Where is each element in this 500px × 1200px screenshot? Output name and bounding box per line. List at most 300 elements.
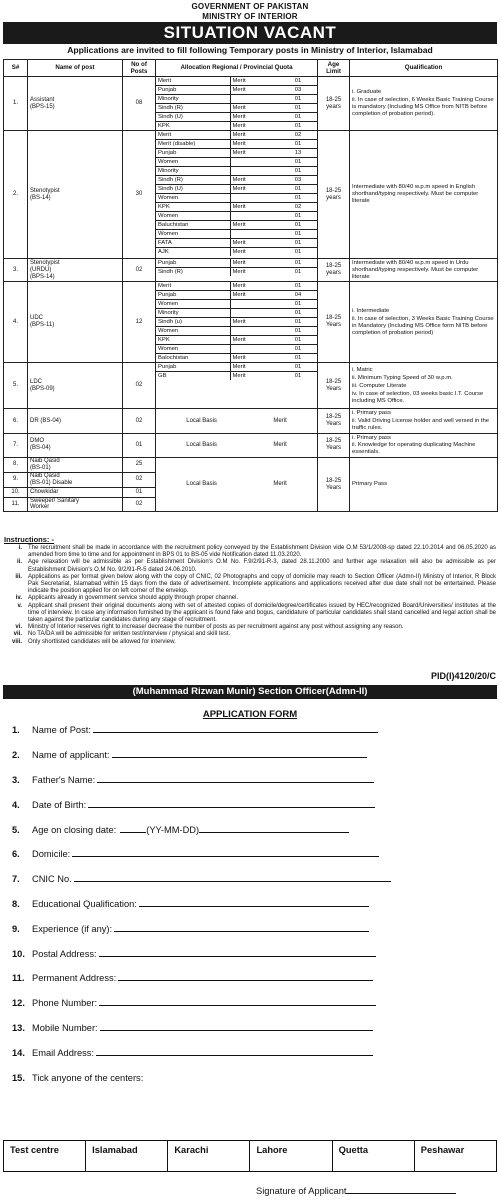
post-line: DMO: [30, 438, 44, 445]
form-field: [12, 1019, 490, 1033]
allocation-row: [156, 212, 318, 221]
post-line: (BS-04): [30, 445, 51, 452]
instructions-list: [4, 545, 496, 646]
allocation-row: [156, 268, 318, 277]
post-line: DR (BS-04): [30, 417, 62, 424]
allocation-region: Punjab: [156, 149, 230, 158]
allocation-count: 03: [278, 86, 318, 95]
row-allocation: [156, 458, 318, 512]
row-count: 08: [123, 77, 156, 131]
row-sno: 5.: [4, 363, 28, 409]
allocation-row: [156, 86, 318, 95]
allocation-row: [156, 77, 318, 86]
field-input-line[interactable]: [139, 906, 369, 907]
row-age: 18-25 years: [318, 131, 350, 259]
allocation-row: [156, 282, 318, 291]
field-number: 12.: [12, 998, 25, 1008]
field-label: Mobile Number:: [32, 1023, 98, 1033]
allocation-count: 13: [278, 149, 318, 158]
allocation-region: Sindh (R): [156, 104, 230, 113]
instruction-text: Applications as per format given below along with the copy of CNIC, 02 Photographs and copy of domicile may reach to Section Officer (Admn-II) Ministry of Interior, R Block Pak Secretariat, Islamabad within 15 days from the date of advertisement. Incomplete applications and applications received after due date shall not be entertained. Please indicate the position applied for on left corner of the envelop.: [28, 573, 496, 595]
test-centres-table: [3, 1140, 497, 1172]
instruction-number: iv.: [15, 595, 22, 602]
allocation-region: Women: [156, 345, 230, 354]
allocation-region: Sindh (U): [156, 185, 230, 194]
field-input-line[interactable]: [72, 856, 379, 857]
allocation-row: [156, 363, 318, 372]
field-input-line[interactable]: [97, 782, 374, 783]
allocation-count: 01: [278, 95, 318, 104]
field-number: 9.: [12, 924, 20, 934]
allocation-row: [156, 104, 318, 113]
field-number: 6.: [12, 849, 20, 859]
allocation-row: [156, 354, 318, 363]
centre-option[interactable]: Peshawar: [414, 1141, 496, 1172]
allocation-quota: [230, 309, 278, 318]
form-field: [12, 845, 490, 859]
allocation-quota: Merit: [230, 336, 278, 345]
allocation-quota: Merit: [230, 86, 278, 95]
table-row: [4, 131, 498, 259]
allocation-quota: Merit: [232, 354, 246, 361]
local-basis: Local Basis: [186, 417, 217, 424]
field-label: CNIC No.: [32, 874, 72, 884]
instruction-text: Applicant shall present their original documents along with set of attested copies of domicile/degree/certificates issued by HEC/recognized Board/Universities/ institutes at the time of interview. In case any information furnished by the applicant is found fake and bogus, candidature of particular candidates shall stand cancelled and legal action shall be taken against the particular candidates during any stage of recruitment.: [28, 602, 496, 624]
form-field: [12, 945, 490, 959]
post-line: (BPS-09): [30, 385, 55, 392]
allocation-row: [156, 336, 318, 345]
row-count: 25: [123, 458, 156, 473]
allocation-quota: Merit: [232, 372, 246, 379]
allocation-quota: Merit: [230, 259, 278, 268]
allocation-quota: [230, 230, 278, 239]
instruction-item: [4, 624, 496, 631]
field-input-line[interactable]: [96, 1055, 373, 1056]
field-label: Experience (if any):: [32, 924, 113, 934]
allocation-count: 01: [278, 113, 318, 122]
instruction-item: [4, 595, 496, 602]
post-line: Stenotypist: [30, 259, 60, 266]
table-row: [4, 77, 498, 131]
qualification-line: i. Matric: [352, 367, 373, 374]
field-hint: (YY-MM-DD): [146, 825, 200, 835]
allocation-row: [156, 345, 318, 354]
instruction-number: ii.: [16, 559, 22, 566]
row-count: 02: [123, 363, 156, 409]
allocation-quota: Merit: [230, 131, 278, 140]
field-number: 8.: [12, 899, 20, 909]
post-line: (BPS-11): [30, 322, 55, 329]
row-post: [28, 497, 123, 512]
field-number: 1.: [12, 725, 20, 735]
form-field: [12, 821, 490, 835]
allocation-quota: [230, 95, 278, 104]
allocation-quota: Merit: [230, 176, 278, 185]
situation-vacant-banner: SITUATION VACANT: [3, 22, 497, 44]
allocation-quota: [230, 212, 278, 221]
allocation-count: 01: [294, 248, 302, 255]
allocation-count: 01: [278, 318, 318, 327]
allocation-count: 01: [278, 309, 318, 318]
allocation-row: [156, 318, 318, 327]
instruction-number: i.: [18, 545, 22, 551]
row-sno: 7.: [4, 433, 28, 457]
row-sno: 8.: [4, 458, 28, 473]
instruction-text: Applicants already in government service should apply through proper channel.: [28, 595, 239, 602]
row-post: [28, 363, 123, 409]
local-merit: Merit: [273, 481, 287, 488]
local-basis: Local Basis: [186, 441, 217, 448]
col-count: No of Posts: [123, 60, 156, 77]
allocation-count: 01: [278, 336, 318, 345]
instruction-number: viii.: [11, 638, 22, 645]
field-label: Name of Post:: [32, 725, 91, 735]
form-field: [12, 1069, 490, 1083]
field-input-line[interactable]: [99, 956, 376, 957]
allocation-quota: Merit: [230, 77, 278, 86]
allocation-region: Women: [156, 230, 230, 239]
allocation-row: [156, 122, 318, 131]
allocation-region: Baluchistan: [156, 221, 230, 230]
qualification-line: iv. In case of selection, 03 weeks basic I.T. Course including MS Office.: [352, 390, 484, 404]
instruction-item: [4, 559, 496, 573]
centre-option[interactable]: Islamabad: [86, 1141, 168, 1172]
post-line: Assistant: [30, 96, 55, 103]
col-allocation: Allocation Regional / Provincial Quota: [156, 60, 318, 77]
form-field: [12, 1044, 490, 1058]
field-input-line[interactable]: [114, 931, 369, 932]
field-label: Father's Name:: [32, 775, 96, 785]
qualification-line: ii. Valid Driving License holder and well versed in the traffic rules.: [352, 418, 490, 431]
form-field: [12, 721, 490, 735]
allocation-region: Punjab: [156, 363, 230, 372]
allocation-count: 01: [278, 230, 318, 239]
allocation-region: Merit (disable): [156, 140, 230, 149]
local-merit: Merit: [273, 441, 287, 448]
allocation-quota: Merit: [232, 268, 246, 275]
allocation-count: 01: [278, 104, 318, 113]
allocation-count: 01: [278, 239, 318, 248]
allocation-row: [156, 309, 318, 318]
allocation-region: KPK: [156, 203, 230, 212]
local-basis: Local Basis: [186, 481, 217, 488]
instruction-item: [4, 574, 496, 596]
allocation-region: Women: [156, 194, 230, 203]
allocation-row: [156, 149, 318, 158]
allocation-count: 01: [278, 77, 318, 86]
instruction-item: [4, 603, 496, 625]
row-count: 30: [123, 131, 156, 259]
field-input-line[interactable]: [199, 832, 349, 833]
row-post: [28, 433, 123, 457]
allocation-count: 03: [278, 176, 318, 185]
row-allocation: [156, 77, 318, 131]
centre-option[interactable]: Lahore: [250, 1141, 332, 1172]
field-label: Age on closing date:: [32, 825, 117, 835]
allocation-count: 01: [278, 221, 318, 230]
instruction-text: Only shortlisted candidates will be allowed for interview.: [28, 638, 176, 645]
allocation-region: Punjab: [156, 86, 230, 95]
allocation-row: [156, 176, 318, 185]
field-input-line[interactable]: [118, 980, 373, 981]
field-label: Tick anyone of the centers:: [32, 1073, 144, 1083]
instruction-item: [4, 639, 496, 646]
post-line: UDC: [30, 315, 43, 322]
field-input-line[interactable]: [99, 1005, 376, 1006]
table-row: [4, 282, 498, 363]
allocation-row: [156, 185, 318, 194]
test-centre-label: Test centre: [4, 1141, 86, 1172]
allocation-row: [156, 239, 318, 248]
row-sno: 10.: [4, 487, 28, 497]
allocation-quota: [230, 158, 278, 167]
allocation-count: 01: [278, 212, 318, 221]
allocation-count: 02: [278, 131, 318, 140]
allocation-region: AJK: [156, 248, 230, 257]
row-qualification: [350, 131, 498, 259]
allocation-count: 01: [278, 259, 318, 268]
allocation-region: Punjab: [156, 259, 230, 268]
allocation-region: Sindh (R): [156, 176, 230, 185]
allocation-quota: Merit: [230, 363, 278, 372]
allocation-row: [156, 131, 318, 140]
post-line: Stenotypist: [30, 187, 60, 194]
field-number: 7.: [12, 874, 20, 884]
allocation-quota: Merit: [230, 149, 278, 158]
allocation-row: [156, 113, 318, 122]
instruction-number: vi.: [15, 624, 22, 631]
qualification-line: ii. In case of selection, 3 Weeks Basic Training Course in Mandatory (Including MS Office form NITB before completion of probation period): [352, 316, 494, 336]
table-header-row: [4, 60, 498, 77]
centre-option[interactable]: Quetta: [332, 1141, 414, 1172]
allocation-count: 01: [278, 300, 318, 309]
allocation-region: KPK: [156, 122, 230, 131]
allocation-grid: [156, 131, 318, 256]
row-sno: 1.: [4, 77, 28, 131]
allocation-row: [156, 221, 318, 230]
allocation-region: Women: [156, 300, 230, 309]
allocation-region: Balochistan: [156, 354, 230, 363]
instructions-title: Instructions: -: [4, 535, 54, 544]
post-line: (BS-01) Disable: [30, 479, 73, 486]
allocation-quota: Merit: [230, 318, 278, 327]
table-row: [4, 259, 498, 282]
instruction-number: v.: [17, 602, 22, 609]
instruction-text: The recruitment shall be made in accordance with the recruitment policy conveyed by the Establishment Division vide O.M 53/1/2008-sp dated 22.10.2014 and 06.05.2020 as amended from time to time and for appointment in BPS 01 to BS-05 vide Notification dated 11.03.2020.: [28, 545, 496, 559]
allocation-count: 01: [278, 167, 318, 176]
allocation-region: KPK: [156, 336, 230, 345]
instruction-item: [4, 631, 496, 638]
row-count: 01: [123, 487, 156, 497]
allocation-region: Merit: [156, 131, 230, 140]
qualification-line: iii. Computer Literate: [352, 382, 407, 389]
row-qualification: [350, 409, 498, 433]
allocation-quota: Merit: [230, 221, 278, 230]
row-count: 12: [123, 282, 156, 363]
field-input-line[interactable]: [100, 1030, 373, 1031]
field-label: Postal Address:: [32, 949, 97, 959]
row-sno: 4.: [4, 282, 28, 363]
field-label: Name of applicant:: [32, 750, 110, 760]
allocation-row: [156, 372, 318, 381]
row-post: [28, 409, 123, 433]
row-qualification: Primary Pass: [350, 458, 498, 512]
row-allocation: [156, 259, 318, 282]
allocation-region: Sindh (u): [156, 318, 230, 327]
field-number: 11.: [12, 973, 25, 983]
form-field: [12, 796, 490, 810]
allocation-count: 01: [278, 194, 318, 203]
allocation-region: GB: [156, 372, 230, 381]
row-allocation: [156, 433, 318, 457]
allocation-region: Minority: [156, 309, 230, 318]
instruction-text: Age relaxation will be admissible as per Establishment Division's O.M No. F.9/2/91-R-3, dated 28.11.2000 and further age relaxation will also be admissible as per Establishment Division's O.M No. 9/2/91-R-5 dated 24.06.2010.: [28, 559, 496, 573]
post-line: Naib Qasid: [30, 472, 60, 479]
allocation-row: [156, 140, 318, 149]
allocation-region: Women: [156, 212, 230, 221]
allocation-count: 01: [278, 140, 318, 149]
allocation-count: 01: [278, 158, 318, 167]
col-age: Age Limit: [318, 60, 350, 77]
intro-text: Applications are invited to fill following Temporary posts in Ministry of Interior, Islamabad: [67, 45, 433, 55]
table-row: [4, 433, 498, 457]
field-input-line[interactable]: [93, 732, 378, 733]
allocation-region: Sindh (R): [156, 268, 230, 277]
row-age: 18-25 Years: [318, 363, 350, 409]
allocation-grid: [156, 77, 318, 130]
row-post: [28, 472, 123, 487]
form-field: [12, 771, 490, 785]
field-number: 10.: [12, 949, 25, 959]
allocation-region: Women: [156, 327, 230, 336]
field-number: 15.: [12, 1073, 25, 1083]
allocation-row: [156, 194, 318, 203]
row-qualification: [350, 77, 498, 131]
instruction-number: iii.: [15, 573, 22, 580]
allocation-row: [156, 291, 318, 300]
row-count: 01: [123, 433, 156, 457]
allocation-count: 01: [278, 345, 318, 354]
instruction-number: vii.: [13, 631, 22, 638]
allocation-grid: [156, 282, 318, 362]
field-input-line[interactable]: [112, 757, 367, 758]
row-age: 18-25 Years: [318, 458, 350, 512]
row-age: 18-25 Years: [318, 409, 350, 433]
field-number: 13.: [12, 1023, 25, 1033]
qualification-line: i. Intermediate: [352, 308, 390, 315]
post-line: LDC: [30, 378, 43, 385]
row-qualification: [350, 282, 498, 363]
row-count: 02: [123, 497, 156, 512]
field-number: 2.: [12, 750, 20, 760]
allocation-quota: [230, 300, 278, 309]
field-label: Email Address:: [32, 1048, 95, 1058]
field-number: 4.: [12, 800, 20, 810]
field-label: Date of Birth:: [32, 800, 87, 810]
row-post: [28, 487, 123, 497]
allocation-region: Sindh (U): [156, 113, 230, 122]
table-row: [4, 363, 498, 409]
form-field: [12, 969, 490, 983]
allocation-quota: Merit: [230, 185, 278, 194]
officer-banner: (Muhammad Rizwan Munir) Section Officer(Admn-II): [3, 685, 497, 699]
allocation-region: Women: [156, 158, 230, 167]
application-form-title: APPLICATION FORM: [202, 709, 298, 720]
row-sno: 3.: [4, 259, 28, 282]
form-field: [12, 994, 490, 1008]
allocation-quota: Merit: [230, 282, 278, 291]
row-post: [28, 77, 123, 131]
post-line: (BPS-14): [30, 273, 55, 280]
allocation-grid: [156, 363, 318, 380]
allocation-count: 02: [278, 203, 318, 212]
form-field: [12, 920, 490, 934]
field-number: 3.: [12, 775, 20, 785]
post-line: Chowkidar: [30, 488, 59, 495]
allocation-row: [156, 167, 318, 176]
centre-option[interactable]: Karachi: [168, 1141, 250, 1172]
allocation-row: [156, 327, 318, 336]
allocation-region: Minority: [156, 95, 230, 104]
post-line: (URDU): [30, 266, 52, 273]
pid-number: PID(I)4120/20/C: [430, 671, 496, 681]
table-row: [4, 409, 498, 433]
row-post: [28, 259, 123, 282]
allocation-count: 01: [294, 122, 302, 129]
field-label: Permanent Address:: [32, 973, 117, 983]
allocation-region: Punjab: [156, 291, 230, 300]
qualification-line: i. Graduate: [352, 89, 382, 96]
allocation-row: [156, 300, 318, 309]
row-sno: 11.: [4, 497, 28, 512]
allocation-quota: Merit: [230, 203, 278, 212]
field-input-line[interactable]: [74, 881, 391, 882]
table-row: [4, 458, 498, 473]
row-post: [28, 282, 123, 363]
qualification-line: i. Primary pass: [352, 410, 391, 417]
qualification-line: ii. Minimum Typing Speed of 30 w.p.m.: [352, 375, 453, 382]
allocation-count: 04: [278, 291, 318, 300]
row-sno: 6.: [4, 409, 28, 433]
allocation-count: 01: [278, 185, 318, 194]
allocation-quota: [230, 327, 278, 336]
instruction-text: Ministry of Interior reserves right to increase/ decrease the number of posts as per recruitment against any post without assigning any reason.: [28, 624, 404, 631]
allocation-count: 01: [294, 268, 302, 275]
post-line: (BS-14): [30, 194, 51, 201]
instruction-text: No TA/DA will be admissible for written test/interview / physical and skill test.: [28, 631, 231, 638]
col-sno: S#: [4, 60, 28, 77]
row-age: 18-25 Years: [318, 433, 350, 457]
field-number: 5.: [12, 825, 20, 835]
allocation-region: Merit: [156, 282, 230, 291]
allocation-row: [156, 203, 318, 212]
allocation-region: Minority: [156, 167, 230, 176]
row-post: [28, 458, 123, 473]
row-sno: 9.: [4, 472, 28, 487]
col-post: Name of post: [28, 60, 123, 77]
allocation-quota: Merit: [230, 239, 278, 248]
posts-table: [3, 59, 498, 512]
allocation-quota: Merit: [230, 140, 278, 149]
allocation-region: FATA: [156, 239, 230, 248]
signature-line[interactable]: [346, 1193, 456, 1194]
post-line: (BPS-15): [30, 103, 55, 110]
allocation-grid: [156, 259, 318, 276]
post-line: Sweeper/ Sanitary: [30, 497, 80, 504]
field-input-line[interactable]: [88, 807, 375, 808]
allocation-quota: Merit: [232, 122, 246, 129]
allocation-row: [156, 230, 318, 239]
